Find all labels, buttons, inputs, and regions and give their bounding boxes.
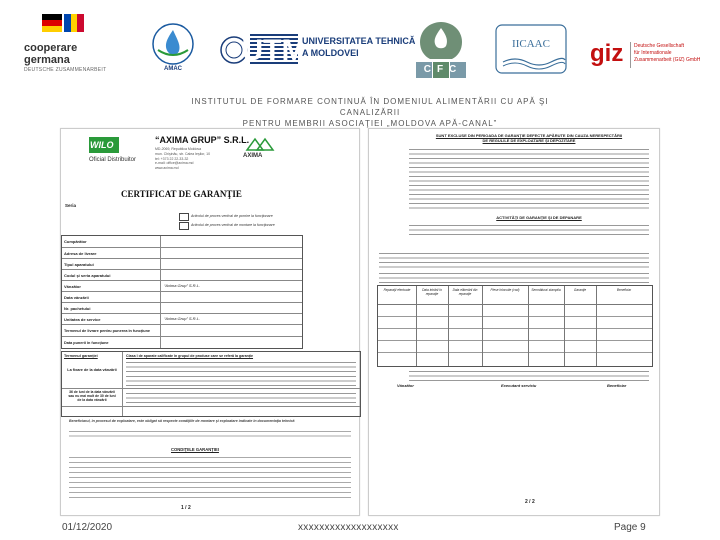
row-tipul: Tipul aparatului [62, 258, 302, 269]
footer-date: 01/12/2020 [62, 522, 113, 533]
utm-logo [220, 28, 300, 72]
warranty-certificate-page1 [60, 128, 360, 516]
note-lines [69, 429, 351, 439]
beneficiary-lines [379, 251, 649, 269]
sign-executant: Executant serviciu [501, 383, 537, 388]
info-table [61, 235, 303, 349]
acceptance-lines [409, 369, 649, 383]
note-head: Beneficiarul, în procesul de exploatare, este obligat să respecte condiţiile de montare şi exploatare indicate în documentaţia tehnică [69, 419, 295, 423]
flags-icon [42, 14, 84, 32]
vanzator-value: “Axima Grup” S.R.L. [164, 283, 201, 288]
th-data-eliberarii: Data eliberării din reparaţie [452, 288, 478, 296]
doc2-page-number: 2 / 2 [525, 499, 535, 505]
seria-label: Seria [65, 203, 77, 208]
warranty-left: La fixare de la data vânzării [67, 368, 117, 372]
warranty-certificate-page2 [368, 128, 660, 516]
warranty-body-lines [126, 360, 356, 388]
page-title [180, 96, 560, 129]
option-1: Articolul de proces vertical de pornire la funcţionare [191, 214, 273, 218]
title-line1: INSTITUTUL DE FORMARE CONTINUĂ ÎN DOMENIUL ALIMENTĂRII CU APĂ ŞI CANALIZĂRII [191, 97, 549, 117]
footer-page: Page 9 [614, 522, 646, 533]
utm-mark: UTM [241, 34, 300, 67]
repair-table [377, 285, 653, 367]
row-termenul: Termenul de livrare pentru punerea în funcţiune [62, 324, 302, 336]
row-codul: Codul şi seria aparatului [62, 269, 302, 280]
axima-label: AXIMA [243, 153, 263, 159]
option-2: Articolul de proces vertical de montare la funcţionare [191, 223, 275, 227]
sign-beneficiar: Beneficiar [607, 383, 627, 388]
row-cumparator: Cumpărător [64, 239, 87, 244]
iiccaac-logo [495, 24, 567, 74]
coop-line1: cooperare [24, 42, 78, 54]
doc1-page-number: 1 / 2 [181, 505, 191, 511]
conditions-title: CONDIŢIILE GARANŢIEI [171, 447, 219, 452]
giz-line3: Zusammenarbeit (GIZ) GmbH [634, 57, 701, 63]
coop-line2: germana [24, 54, 70, 66]
conditions-lines [69, 455, 351, 501]
doc2-title: SUNT EXCLUSE DIN PERIOADA DE GARANŢIE DEFECTE APĂRUTE DIN CAUZA NERESPECTĂRII DE REGULILE DE EXPLOATARE ŞI DEPOZITARE [435, 133, 623, 143]
row-data-vanzarii: Data vânzării [62, 291, 302, 302]
th-semnatura: Semnătura/ stampila [531, 288, 561, 292]
row-nr-pachetului: Nr. pachetului [62, 302, 302, 313]
wilo-sub: Oficial Distribuitor [89, 157, 137, 163]
utm-line1: UNIVERSITATEA TEHNICĂ [302, 36, 416, 46]
sign-vanzator: Vânzător [397, 383, 414, 388]
warranty-body-lines-2 [126, 391, 356, 405]
th-reparatii: Reparaţii efectuate [383, 288, 411, 292]
service-value: “Axima Grup” S.R.L. [164, 316, 201, 321]
amac-logo [150, 20, 196, 76]
th-beneficiar: Beneficiar [616, 288, 632, 292]
cfc-label: CFC [423, 64, 463, 75]
cfc-logo [410, 18, 472, 82]
row-vanzator: Vânzător [62, 280, 302, 291]
row-service: Unitatea de service [62, 313, 302, 324]
cooperare-germana-logo [18, 14, 113, 74]
th-piese: Piese înlocuite (cod) [490, 288, 520, 292]
company-name: “AXIMA GRUP” S.R.L. [155, 135, 250, 145]
th-garantie: Garanţie [573, 288, 587, 292]
warranty-header-left: Termenul garanţiei [64, 354, 98, 358]
row-adresa: Adresa de livrare [62, 247, 302, 258]
th-data-intrarii: Data intrării în reparaţie [422, 288, 442, 296]
warranty-header-right: Clasa I de aparate calificate în grupul de produse care se referă la garanţie [126, 354, 254, 358]
axima-icon [243, 137, 277, 151]
certificate-title: CERTIFICAT DE GARANŢIE [121, 189, 242, 199]
warranty-left2: 36 de luni de la data vânzării sau nu mai mult de 30 de luni de la data vânzării [68, 390, 116, 402]
iiccaac-label: IICAAC [512, 38, 550, 50]
giz-line2: für Internationale [634, 50, 672, 56]
row-punere: Data punerii în funcţiune [62, 336, 302, 348]
amac-label: AMAC [164, 66, 182, 72]
warranty-table [61, 351, 361, 417]
giz-logo [590, 36, 710, 76]
exclusions-lines [409, 147, 649, 209]
guarantee-lines [409, 223, 649, 237]
doc2-section-title: ACTIVITĂŢI DE GARANŢIE ŞI DE DEPANARE [496, 215, 582, 220]
coop-tagline: DEUTSCHE ZUSAMMENARBEIT [24, 67, 107, 73]
giz-line1: Deutsche Gesellschaft [634, 43, 685, 49]
beneficiary-lines-2 [379, 271, 649, 283]
utm-line2: A MOLDOVEI [302, 48, 359, 58]
title-line2: PENTRU MEMBRII ASOCIAŢIEI „MOLDOVA APĂ-CANAL” [242, 119, 498, 128]
company-address: MD-2069, Republica Moldova mun. Chişinău, str. Calea Ieşilor, 10 tel: +373 22 22-33-32 e-mail: office@axima.md www.axima.md [155, 147, 211, 171]
wilo-logo: WILO [90, 140, 114, 150]
giz-label: giz [590, 40, 624, 67]
footer-center: xxxxxxxxxxxxxxxxxxx [298, 522, 399, 533]
